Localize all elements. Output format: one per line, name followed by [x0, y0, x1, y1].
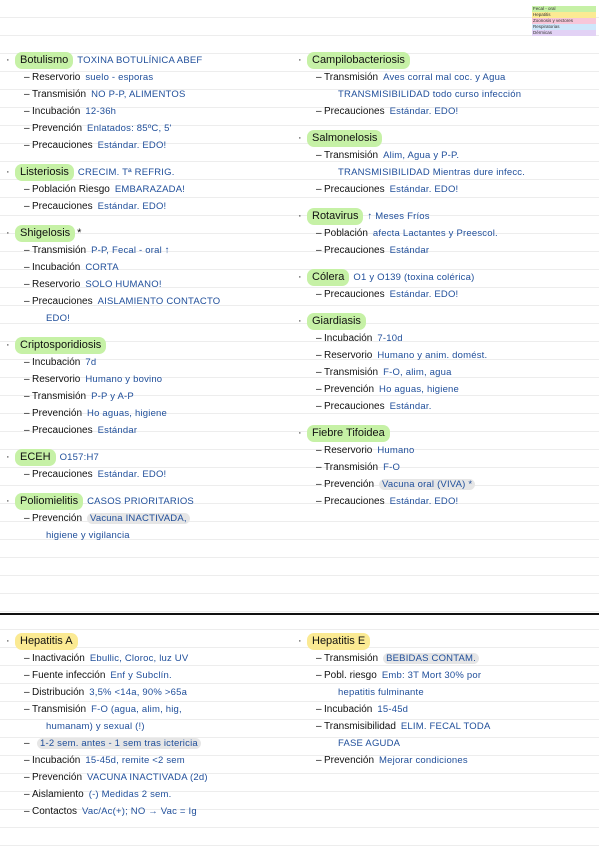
- field-precauciones: [298, 181, 594, 198]
- field-precauciones: [298, 286, 594, 303]
- field-value: 7-10d: [377, 333, 403, 344]
- field-precauciones: [298, 242, 594, 259]
- dash-mark: –: [24, 106, 30, 117]
- disease-colera: [298, 269, 594, 303]
- field-pobl-riesgo: [298, 667, 594, 684]
- field-value: Alim, Agua y P-P.: [383, 150, 460, 161]
- field-value: afecta Lactantes y Preescol.: [372, 228, 498, 239]
- hepatitis-a-column: [6, 633, 292, 830]
- field-transmision: [6, 242, 292, 259]
- field-label: Incubación: [32, 106, 81, 117]
- field-label: Reservorio: [32, 374, 81, 385]
- field-prevencion: [6, 510, 292, 527]
- field-value: Enf y Subclín.: [110, 670, 172, 681]
- field-label: Precauciones: [324, 245, 385, 256]
- section-heading: [298, 269, 594, 286]
- field-label: Precauciones: [324, 496, 385, 507]
- legend-item-zoonosis: Zoonosis y vectores: [532, 18, 596, 24]
- field-value: Estándar. EDO!: [97, 140, 167, 151]
- field-label: Transmisión: [32, 89, 87, 100]
- disease-note: TOXINA BOTULÍNICA ABEF: [77, 55, 203, 66]
- disease-giardiasis: [298, 313, 594, 415]
- disease-title: Listeriosis: [15, 164, 74, 181]
- field-value: AISLAMIENTO CONTACTO: [97, 296, 221, 307]
- disease-title: ECEH: [15, 449, 56, 466]
- field-label: Precauciones: [32, 201, 93, 212]
- bullet-dot: ·: [6, 54, 10, 66]
- disease-title: Rotavirus: [307, 208, 363, 225]
- field-value: Estándar. EDO!: [389, 184, 459, 195]
- disease-title: Poliomielitis: [15, 493, 83, 510]
- field-value: 12-36h: [85, 106, 117, 117]
- legend-item-respiratorias: Respiratorias: [532, 24, 596, 30]
- dash-mark: –: [24, 72, 30, 83]
- field-value: VACUNA INACTIVADA (2d): [87, 772, 208, 783]
- section-heading: [6, 633, 292, 650]
- field-value: SOLO HUMANO!: [85, 279, 162, 290]
- field-prevencion: [6, 405, 292, 422]
- field-value: Estándar: [389, 245, 430, 256]
- field-prevencion: [298, 752, 594, 769]
- dash-mark: –: [316, 704, 322, 715]
- field-value: Ho aguas, higiene: [379, 384, 460, 395]
- field-label: Transmisibilidad: [324, 721, 396, 732]
- field-label: Prevención: [324, 479, 375, 490]
- disease-title: Fiebre Tifoidea: [307, 425, 390, 442]
- section-heading: [6, 164, 292, 181]
- dash-mark: –: [24, 296, 30, 307]
- bullet-dot: ·: [298, 315, 302, 327]
- section-heading: [6, 337, 292, 354]
- field-label: Prevención: [32, 772, 83, 783]
- field-label: Reservorio: [32, 72, 81, 83]
- field-incubacion: [6, 103, 292, 120]
- dash-mark: –: [24, 123, 30, 134]
- dash-mark: –: [24, 279, 30, 290]
- field-value: BEBIDAS CONTAM.: [383, 653, 479, 664]
- bullet-dot: ·: [298, 635, 302, 647]
- dash-mark: –: [316, 479, 322, 490]
- field-transmisibilidad: [298, 718, 594, 735]
- field-value: F-O, alim, agua: [383, 367, 452, 378]
- field-value: 7d: [85, 357, 97, 368]
- bullet-dot: ·: [6, 495, 10, 507]
- field-prevencion: [6, 769, 292, 786]
- field-value: Humano y bovino: [85, 374, 163, 385]
- dash-mark: –: [316, 289, 322, 300]
- field-value: Humano: [377, 445, 415, 456]
- field-label: Reservorio: [32, 279, 81, 290]
- field-value-continued: EDO!: [46, 313, 71, 324]
- field-value: Enlatados: 85ºC, 5': [87, 123, 172, 134]
- field-value: Estándar. EDO!: [97, 469, 167, 480]
- field-label: Transmisión: [32, 245, 87, 256]
- field-value: suelo - esporas: [85, 72, 154, 83]
- field-value-continued: humanam) y sexual (!): [46, 721, 145, 732]
- dash-mark: –: [316, 72, 322, 83]
- field-precauciones: [6, 466, 292, 483]
- field-label: Transmisión: [324, 653, 379, 664]
- hepatitis-e-column: [298, 633, 594, 779]
- field-transmision: [298, 459, 594, 476]
- disease-title: Salmonelosis: [307, 130, 382, 147]
- right-column: [298, 52, 594, 520]
- field-value: NO P-P, ALIMENTOS: [91, 89, 186, 100]
- field-precauciones: [298, 398, 594, 415]
- dash-mark: –: [24, 408, 30, 419]
- dash-mark: –: [24, 262, 30, 273]
- dash-mark: –: [316, 228, 322, 239]
- bullet-dot: ·: [6, 339, 10, 351]
- field-label: Precauciones: [324, 106, 385, 117]
- dash-mark: –: [316, 462, 322, 473]
- field-value: (-) Medidas 2 sem.: [88, 789, 172, 800]
- field-label: Población Riesgo: [32, 184, 110, 195]
- bullet-dot: ·: [298, 271, 302, 283]
- dash-mark: –: [24, 391, 30, 402]
- dash-mark: –: [24, 425, 30, 436]
- star-mark: *: [77, 227, 82, 239]
- field-label: Contactos: [32, 806, 78, 817]
- field-incubacion: [6, 354, 292, 371]
- field-prevencion: [6, 120, 292, 137]
- dash-mark: –: [316, 150, 322, 161]
- disease-fiebre-tifoidea: [298, 425, 594, 510]
- field-label: Transmisión: [324, 72, 379, 83]
- dash-mark: –: [24, 245, 30, 256]
- field-transmision: [6, 701, 292, 718]
- color-legend: [532, 6, 596, 36]
- dash-mark: –: [24, 704, 30, 715]
- disease-note: CRECIM. Tª REFRIG.: [77, 167, 175, 178]
- field-detail: [6, 735, 292, 752]
- field-contactos: [6, 803, 292, 820]
- dash-mark: –: [316, 367, 322, 378]
- field-value: EMBARAZADA!: [114, 184, 186, 195]
- dash-mark: –: [24, 374, 30, 385]
- field-incubacion: [298, 330, 594, 347]
- field-value-continued: FASE AGUDA: [338, 738, 401, 749]
- disease-hepatitis-a: [6, 633, 292, 820]
- section-heading: [298, 52, 594, 69]
- bullet-dot: ·: [298, 427, 302, 439]
- field-transmision: [298, 364, 594, 381]
- section-heading: [298, 425, 594, 442]
- dash-mark: –: [24, 670, 30, 681]
- disease-title: Criptosporidiosis: [15, 337, 106, 354]
- field-value: Ebullic, Cloroc, luz UV: [89, 653, 189, 664]
- field-reservorio: [6, 69, 292, 86]
- disease-title: Giardiasis: [307, 313, 366, 330]
- field-value: Estándar. EDO!: [389, 496, 459, 507]
- dash-mark: –: [316, 106, 322, 117]
- disease-note: O1 y O139 (toxina colérica): [353, 272, 475, 283]
- field-label: Población: [324, 228, 368, 239]
- field-reservorio: [298, 442, 594, 459]
- dash-mark: –: [316, 245, 322, 256]
- dash-mark: –: [316, 350, 322, 361]
- disease-hepatitis-e: [298, 633, 594, 769]
- field-reservorio: [6, 371, 292, 388]
- field-value: P-P y A-P: [91, 391, 134, 402]
- dash-mark: –: [316, 496, 322, 507]
- bullet-dot: ·: [298, 210, 302, 222]
- dash-mark: –: [24, 513, 30, 524]
- disease-note: ↑ Meses Fríos: [367, 211, 430, 222]
- disease-listeriosis: [6, 164, 292, 215]
- field-label: Distribución: [32, 687, 85, 698]
- disease-title: Hepatitis E: [307, 633, 370, 650]
- field-value: Vacuna oral (VIVA) *: [379, 479, 475, 490]
- dash-mark: –: [316, 401, 322, 412]
- field-label: Precauciones: [32, 296, 93, 307]
- field-label: Precauciones: [324, 184, 385, 195]
- disease-title: Cólera: [307, 269, 349, 286]
- field-value: Estándar. EDO!: [389, 289, 459, 300]
- field-precauciones: [298, 103, 594, 120]
- field-label: Incubación: [324, 333, 373, 344]
- field-value: 15-45d: [377, 704, 409, 715]
- dash-mark: –: [316, 653, 322, 664]
- legend-item-dermicas: Dérmicas: [532, 30, 596, 36]
- field-label: Precauciones: [324, 289, 385, 300]
- dash-mark: –: [316, 755, 322, 766]
- field-label: Fuente infección: [32, 670, 106, 681]
- section-heading: [6, 449, 292, 466]
- disease-criptosporidiosis: [6, 337, 292, 439]
- field-value: Humano y anim. domést.: [377, 350, 488, 361]
- field-label: Incubación: [32, 262, 81, 273]
- disease-salmonelosis: [298, 130, 594, 198]
- section-heading: [6, 52, 292, 69]
- field-precauciones: [6, 137, 292, 154]
- field-value: 1-2 sem. antes - 1 sem tras ictericia: [37, 738, 201, 749]
- disease-campilobacteriosis: [298, 52, 594, 120]
- field-prevencion: [298, 381, 594, 398]
- dash-mark: –: [24, 89, 30, 100]
- field-label: Precauciones: [32, 425, 93, 436]
- field-value: Estándar: [97, 425, 138, 436]
- field-transmision: [6, 388, 292, 405]
- field-inactivacion: [6, 650, 292, 667]
- field-reservorio: [6, 276, 292, 293]
- field-label: Prevención: [32, 513, 83, 524]
- field-value: F-O: [383, 462, 401, 473]
- dash-mark: –: [24, 357, 30, 368]
- field-label: Inactivación: [32, 653, 85, 664]
- dash-mark: –: [24, 772, 30, 783]
- field-value-continued: TRANSMISIBILIDAD Mientras dure infecc.: [338, 167, 526, 178]
- field-value: F-O (agua, alim, hig,: [91, 704, 182, 715]
- field-incubacion: [6, 752, 292, 769]
- left-column: [6, 52, 292, 554]
- disease-shigelosis: [6, 225, 292, 327]
- dash-mark: –: [24, 806, 30, 817]
- dash-mark: –: [316, 184, 322, 195]
- field-label: Transmisión: [32, 391, 87, 402]
- field-reservorio: [298, 347, 594, 364]
- field-value: Emb: 3T Mort 30% por: [381, 670, 482, 681]
- field-label: Reservorio: [324, 350, 373, 361]
- disease-title: Hepatitis A: [15, 633, 78, 650]
- disease-poliomielitis: [6, 493, 292, 544]
- field-transmision: [298, 69, 594, 86]
- field-precauciones: [298, 493, 594, 510]
- field-value: ELIM. FECAL TODA: [400, 721, 491, 732]
- field-value: Vacuna INACTIVADA,: [87, 513, 190, 524]
- dash-mark: –: [24, 738, 30, 749]
- field-value: 15-45d, remite <2 sem: [85, 755, 185, 766]
- field-label: Aislamiento: [32, 789, 84, 800]
- field-label: Precauciones: [32, 469, 93, 480]
- field-fuente-infeccion: [6, 667, 292, 684]
- dash-mark: –: [24, 687, 30, 698]
- disease-title: Botulismo: [15, 52, 73, 69]
- section-heading: [298, 633, 594, 650]
- section-heading: [6, 493, 292, 510]
- field-label: Prevención: [324, 755, 375, 766]
- bullet-dot: ·: [6, 227, 10, 239]
- disease-botulismo: [6, 52, 292, 154]
- dash-mark: –: [316, 384, 322, 395]
- disease-rotavirus: [298, 208, 594, 259]
- bullet-dot: ·: [6, 451, 10, 463]
- field-value-continued: higiene y vigilancia: [46, 530, 130, 541]
- field-transmision: [6, 86, 292, 103]
- section-heading: [298, 313, 594, 330]
- bullet-dot: ·: [298, 54, 302, 66]
- field-value: Mejorar condiciones: [379, 755, 468, 766]
- disease-title: Campilobacteriosis: [307, 52, 410, 69]
- dash-mark: –: [24, 469, 30, 480]
- dash-mark: –: [24, 653, 30, 664]
- field-label: Prevención: [324, 384, 375, 395]
- field-label: Transmisión: [324, 462, 379, 473]
- field-aislamiento: [6, 786, 292, 803]
- field-label: Incubación: [324, 704, 373, 715]
- field-value: Estándar.: [389, 401, 432, 412]
- field-label: Prevención: [32, 123, 83, 134]
- section-heading: [298, 208, 594, 225]
- disease-note: CASOS PRIORITARIOS: [87, 496, 194, 507]
- field-transmision: [298, 650, 594, 667]
- field-label: Prevención: [32, 408, 83, 419]
- legend-item-hepatitis: Hepatitis: [532, 12, 596, 18]
- field-value: 3,5% <14a, 90% >65a: [89, 687, 188, 698]
- dash-mark: –: [24, 201, 30, 212]
- field-poblacion-riesgo: [6, 181, 292, 198]
- disease-eceh: [6, 449, 292, 483]
- dash-mark: –: [24, 140, 30, 151]
- field-value: CORTA: [85, 262, 119, 273]
- field-label: Transmisión: [324, 150, 379, 161]
- field-precauciones: [6, 293, 292, 310]
- dash-mark: –: [316, 333, 322, 344]
- legend-item-fecal-oral: Fecal - oral: [532, 6, 596, 12]
- field-label: Transmisión: [32, 704, 87, 715]
- field-value-continued: hepatitis fulminante: [338, 687, 424, 698]
- field-value: Vac/Ac(+); NO → Vac = Ig: [82, 806, 197, 817]
- bullet-dot: ·: [6, 635, 10, 647]
- field-value: Aves corral mal coc. y Agua: [383, 72, 506, 83]
- bullet-dot: ·: [298, 132, 302, 144]
- field-label: Pobl. riesgo: [324, 670, 377, 681]
- field-poblacion: [298, 225, 594, 242]
- field-value-continued: TRANSMISIBILIDAD todo curso infección: [338, 89, 522, 100]
- section-heading: [6, 225, 292, 242]
- bullet-dot: ·: [6, 166, 10, 178]
- disease-title: Shigelosis: [15, 225, 75, 242]
- dash-mark: –: [316, 670, 322, 681]
- dash-mark: –: [316, 721, 322, 732]
- disease-note: O157:H7: [59, 452, 99, 463]
- field-value: Estándar. EDO!: [97, 201, 167, 212]
- dash-mark: –: [24, 789, 30, 800]
- field-precauciones: [6, 198, 292, 215]
- field-value: P-P, Fecal - oral ↑: [91, 245, 170, 256]
- section-heading: [298, 130, 594, 147]
- field-label: Precauciones: [32, 140, 93, 151]
- field-label: Incubación: [32, 755, 81, 766]
- dash-mark: –: [24, 755, 30, 766]
- dash-mark: –: [316, 445, 322, 456]
- field-label: Transmisión: [324, 367, 379, 378]
- field-value: Estándar. EDO!: [389, 106, 459, 117]
- field-label: Precauciones: [324, 401, 385, 412]
- field-prevencion: [298, 476, 594, 493]
- section-divider: [0, 613, 599, 615]
- dash-mark: –: [24, 184, 30, 195]
- field-distribucion: [6, 684, 292, 701]
- field-incubacion: [298, 701, 594, 718]
- field-label: Reservorio: [324, 445, 373, 456]
- field-transmision: [298, 147, 594, 164]
- field-precauciones: [6, 422, 292, 439]
- field-value: Ho aguas, higiene: [87, 408, 168, 419]
- field-incubacion: [6, 259, 292, 276]
- field-label: Incubación: [32, 357, 81, 368]
